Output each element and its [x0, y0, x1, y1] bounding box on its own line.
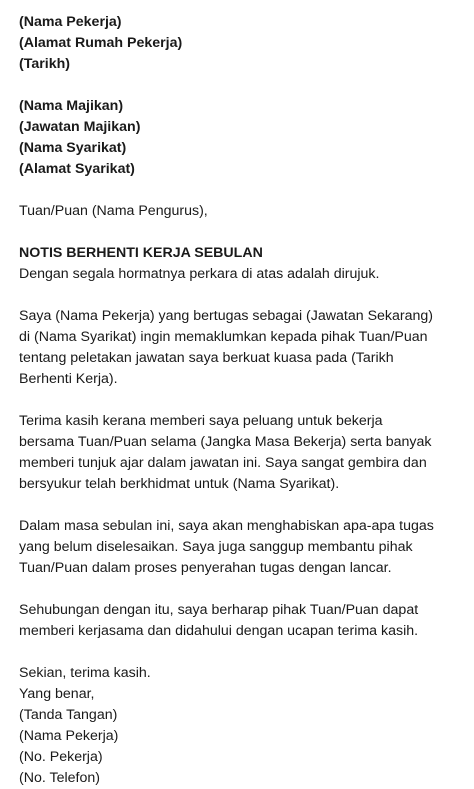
closing-regards: Yang benar,	[19, 686, 95, 702]
paragraph-1	[19, 306, 459, 390]
closing-name: (Nama Pekerja)	[19, 728, 119, 744]
paragraph-line: Terima kasih kerana memberi saya peluang untuk bekerja	[19, 413, 383, 429]
paragraph-line: Berhenti Kerja).	[19, 371, 118, 387]
closing-block	[19, 663, 459, 789]
closing-thanks: Sekian, terima kasih.	[19, 665, 151, 681]
sender-name: (Nama Pekerja)	[19, 14, 122, 30]
paragraph-3	[19, 516, 459, 579]
letter-date: (Tarikh)	[19, 56, 70, 72]
letter-document	[19, 12, 459, 789]
paragraph-line: memberi kerjasama dan didahului dengan ucapan terima kasih.	[19, 623, 419, 639]
paragraph-line: di (Nama Syarikat) ingin memaklumkan kepada pihak Tuan/Puan	[19, 329, 428, 345]
recipient-block	[19, 96, 459, 180]
salutation	[19, 201, 459, 222]
subject-block	[19, 243, 459, 285]
sender-address: (Alamat Rumah Pekerja)	[19, 35, 183, 51]
recipient-name: (Nama Majikan)	[19, 98, 124, 114]
sender-block	[19, 12, 459, 75]
recipient-address: (Alamat Syarikat)	[19, 161, 135, 177]
paragraph-line: tentang peletakan jawatan saya berkuat kuasa pada (Tarikh	[19, 350, 394, 366]
salutation-text: Tuan/Puan (Nama Pengurus),	[19, 203, 208, 219]
closing-employee-no: (No. Pekerja)	[19, 749, 103, 765]
paragraph-line: memberi tunjuk ajar dalam jawatan ini. Saya sangat gembira dan	[19, 455, 427, 471]
paragraph-line: Sehubungan dengan itu, saya berharap pihak Tuan/Puan dapat	[19, 602, 419, 618]
paragraph-2	[19, 411, 459, 495]
signature-placeholder: (Tanda Tangan)	[19, 707, 118, 723]
paragraph-line: bersyukur telah berkhidmat untuk (Nama Syarikat).	[19, 476, 340, 492]
recipient-company: (Nama Syarikat)	[19, 140, 127, 156]
paragraph-line: Dalam masa sebulan ini, saya akan menghabiskan apa-apa tugas	[19, 518, 434, 534]
paragraph-line: bersama Tuan/Puan selama (Jangka Masa Bekerja) serta banyak	[19, 434, 432, 450]
paragraph-line: Saya (Nama Pekerja) yang bertugas sebagai (Jawatan Sekarang)	[19, 308, 434, 324]
closing-phone: (No. Telefon)	[19, 770, 100, 786]
paragraph-line: Tuan/Puan dalam proses penyerahan tugas dengan lancar.	[19, 560, 392, 576]
recipient-position: (Jawatan Majikan)	[19, 119, 141, 135]
intro-line: Dengan segala hormatnya perkara di atas adalah dirujuk.	[19, 266, 380, 282]
paragraph-line: yang belum diselesaikan. Saya juga sanggup membantu pihak	[19, 539, 413, 555]
subject-heading: NOTIS BERHENTI KERJA SEBULAN	[19, 245, 263, 261]
paragraph-4	[19, 600, 459, 642]
